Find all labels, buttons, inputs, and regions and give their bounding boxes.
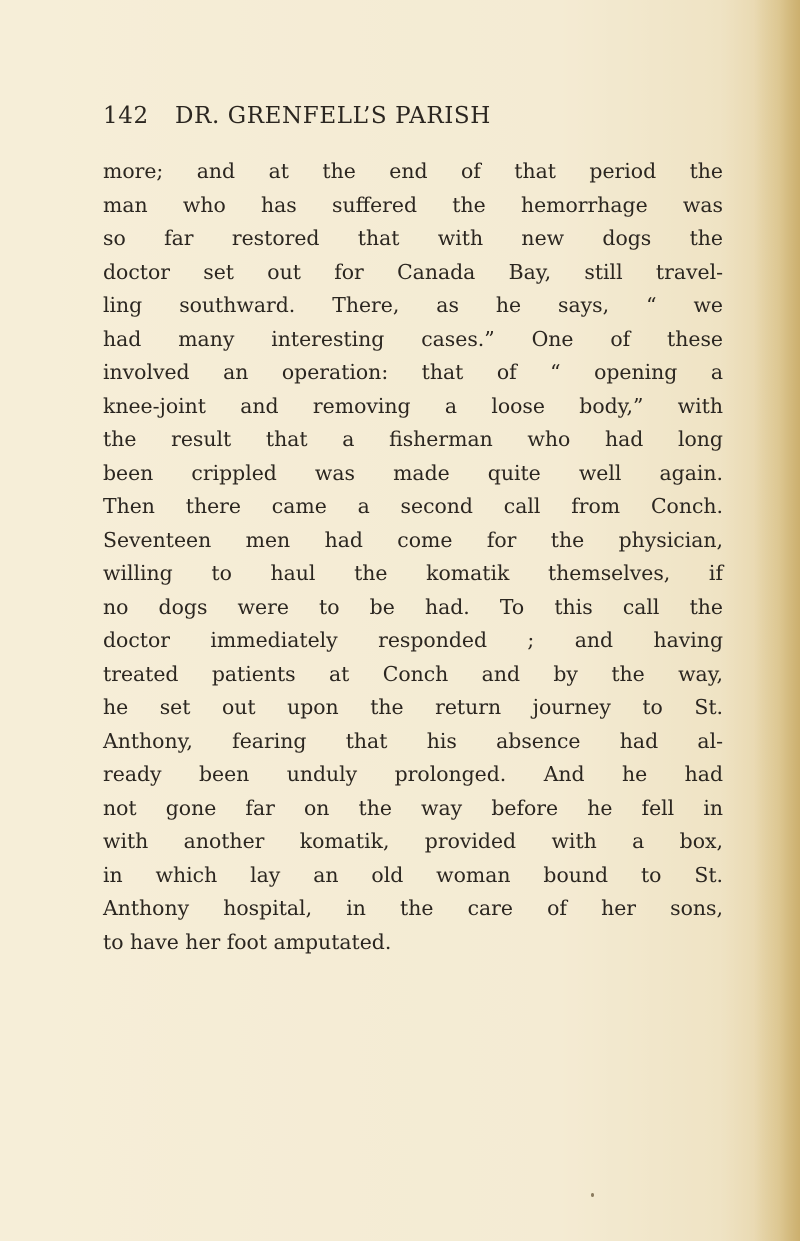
text-line: doctor immediately responded ; and having bbox=[103, 628, 723, 652]
text-line: so far restored that with new dogs the bbox=[103, 226, 723, 250]
page-number: 142 bbox=[103, 103, 149, 129]
text-line: Anthony, fearing that his absence had al- bbox=[103, 728, 723, 753]
text-line: Seventeen men had come for the physician, bbox=[103, 527, 723, 552]
text-line: no dogs were to be had. To this call the bbox=[103, 594, 723, 619]
text-line: with another komatik, provided with a box, bbox=[103, 829, 723, 853]
text-line: Then there came a second call from Conch. bbox=[103, 494, 723, 518]
text-line: ling southward. There, as he says, “ we bbox=[103, 293, 723, 317]
running-head: DR. GRENFELL’S PARISH bbox=[175, 103, 491, 129]
page-header bbox=[103, 103, 663, 139]
text-line: knee-joint and removing a loose body,” with bbox=[103, 393, 723, 418]
text-line: doctor set out for Canada Bay, still travel- bbox=[103, 259, 723, 284]
ink-speck bbox=[591, 1193, 594, 1197]
text-line: to have her foot amputated. bbox=[103, 929, 392, 954]
page-edge-shadow bbox=[754, 0, 800, 1241]
text-line: in which lay an old woman bound to St. bbox=[103, 862, 723, 887]
text-line: treated patients at Conch and by the way, bbox=[103, 661, 723, 686]
text-line: been crippled was made quite well again. bbox=[103, 460, 723, 485]
text-line: man who has suffered the hemorrhage was bbox=[103, 192, 723, 217]
text-line: Anthony hospital, in the care of her sons, bbox=[103, 896, 723, 920]
text-line: had many interesting cases.” One of these bbox=[103, 326, 723, 351]
text-line: he set out upon the return journey to St. bbox=[103, 695, 723, 719]
text-line: the result that a fisherman who had long bbox=[103, 427, 723, 451]
text-line: ready been unduly prolonged. And he had bbox=[103, 762, 723, 786]
body-text bbox=[103, 155, 723, 959]
text-line: willing to haul the komatik themselves, if bbox=[103, 561, 723, 585]
text-line: not gone far on the way before he fell in bbox=[103, 795, 723, 820]
text-line: more; and at the end of that period the bbox=[103, 159, 723, 183]
text-line: involved an operation: that of “ opening a bbox=[103, 360, 723, 384]
